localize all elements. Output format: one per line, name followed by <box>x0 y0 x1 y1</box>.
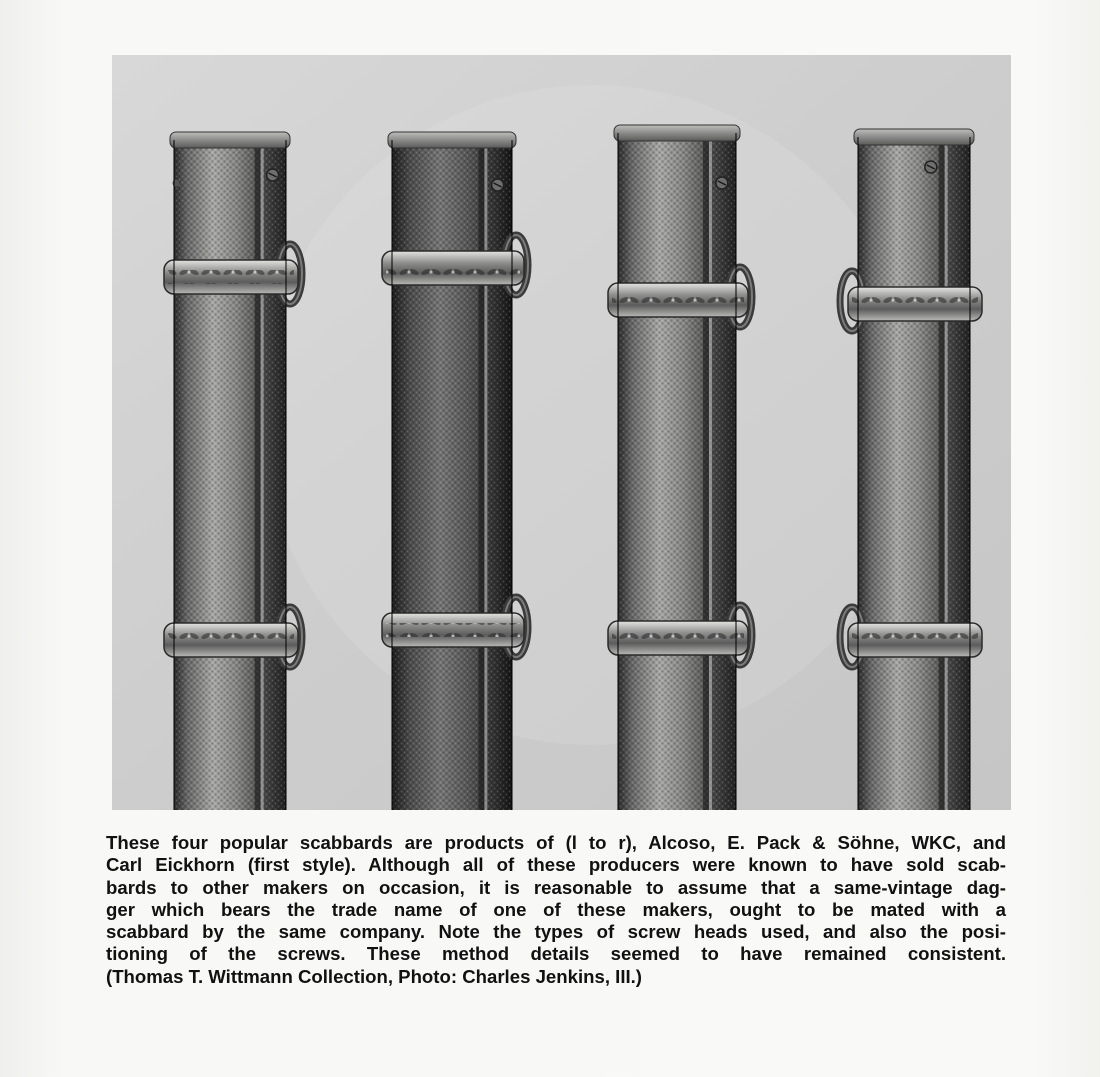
scabbard-3 <box>608 125 752 810</box>
scabbard-texture <box>174 140 286 810</box>
scabbard-texture <box>858 137 970 810</box>
oakleaf-pattern <box>852 633 978 647</box>
scabbard-edge <box>857 137 859 810</box>
scabbard-seam-highlight <box>484 140 487 810</box>
caption-line: tioning of the screws. These method details seemed to have remained consistent. <box>106 943 1006 965</box>
caption-line: scabbard by the same company. Note the types of screw heads used, and also the posi- <box>106 921 1006 943</box>
scabbard-texture <box>618 133 736 810</box>
photo-caption <box>106 832 1006 988</box>
scabbard-edge <box>969 137 971 810</box>
scabbard-4 <box>840 129 982 810</box>
oakleaf-pattern <box>168 270 294 284</box>
scabbard-seam-highlight <box>945 137 948 810</box>
caption-line: bards to other makers on occasion, it is reasonable to assume that a same-vintage dag- <box>106 876 1006 898</box>
scabbard-edge <box>511 140 513 810</box>
scabbards-illustration <box>112 55 1011 810</box>
scabbard-edge <box>617 133 619 810</box>
scabbard-texture <box>392 140 512 810</box>
scabbard-seam <box>939 137 945 810</box>
scabbard-1 <box>164 132 302 810</box>
oakleaf-pattern <box>612 631 744 645</box>
oakleaf-pattern <box>386 623 520 637</box>
scabbard-throat <box>854 129 974 145</box>
scabbard-throat <box>388 132 516 148</box>
scabbard-seam <box>478 140 484 810</box>
scabbard-seam-highlight <box>709 133 712 810</box>
scabbard-edge <box>173 140 175 810</box>
oakleaf-pattern <box>612 293 744 307</box>
scabbard-edge <box>391 140 393 810</box>
oakleaf-pattern <box>852 297 978 311</box>
scabbard-seam-highlight <box>261 140 264 810</box>
caption-line: (Thomas T. Wittmann Collection, Photo: Charles Jenkins, III.) <box>106 965 643 987</box>
oakleaf-pattern <box>386 261 520 275</box>
scabbard-seam <box>703 133 709 810</box>
caption-line: These four popular scabbards are products of (l to r), Alcoso, E. Pack & Söhne, WKC, and <box>106 832 1006 853</box>
scabbard-edge <box>285 140 287 810</box>
caption-line: ger which bears the trade name of one of these makers, ought to be mated with a <box>106 898 1006 920</box>
caption-line: Carl Eickhorn (first style). Although all of these producers were known to have sold scab- <box>106 854 1006 876</box>
scabbard-2 <box>382 132 528 810</box>
oakleaf-pattern <box>168 633 294 647</box>
scabbards-photo <box>112 55 1011 810</box>
scabbard-throat <box>614 125 740 141</box>
scabbard-edge <box>735 133 737 810</box>
scabbard-seam <box>255 140 261 810</box>
scabbard-throat <box>170 132 290 148</box>
